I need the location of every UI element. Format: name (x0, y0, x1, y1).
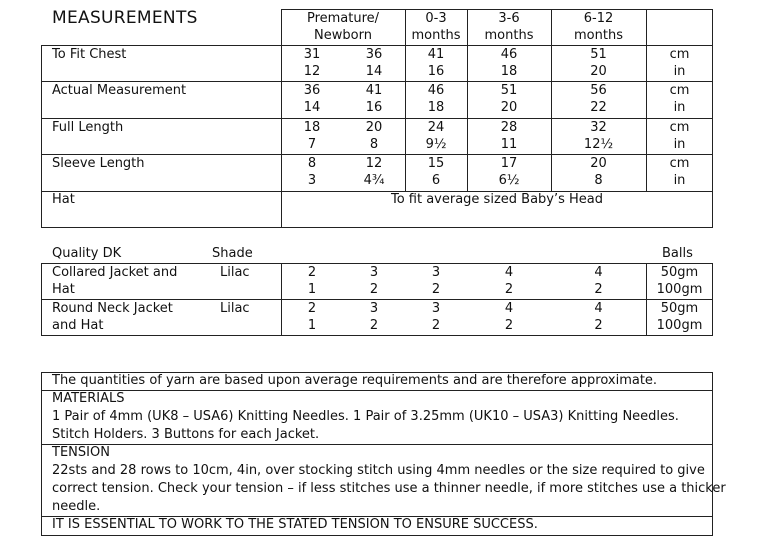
ball-weight: 100gm (656, 282, 703, 297)
yarn-ball-count: 2 (504, 318, 514, 333)
yarn-ball-count: 2 (594, 318, 603, 333)
unit-cm: cm (669, 47, 690, 62)
measurement-cm-value: 20 (365, 120, 383, 135)
unit-cm: cm (669, 156, 690, 171)
measurement-label: Full Length (52, 120, 124, 135)
measurement-in-value: 3 (307, 173, 317, 188)
measurement-cm-value: 20 (590, 156, 607, 171)
hat-label: Hat (52, 192, 75, 207)
measurement-in-value: 6½ (498, 173, 520, 188)
yarn-ball-count: 2 (594, 282, 603, 297)
yarn-ball-count: 2 (307, 265, 317, 280)
yarn-ball-count: 2 (307, 301, 317, 316)
balls-label: Balls (662, 246, 693, 261)
size-header-3-line1: 3-6 (498, 11, 520, 26)
measurement-label: Sleeve Length (52, 156, 145, 171)
yarn-item-label: Collared Jacket and (52, 265, 178, 280)
materials-line-2: Stitch Holders. 3 Buttons for each Jacket. (52, 427, 320, 442)
measurement-in-value: 18 (427, 100, 445, 115)
measurement-in-value: 16 (365, 100, 383, 115)
yarn-ball-count: 3 (369, 301, 379, 316)
size-header-2-line1: 0-3 (425, 11, 447, 26)
size-header-3-line2: months (484, 28, 534, 43)
ball-weight: 100gm (656, 318, 703, 333)
measurement-in-value: 11 (500, 137, 518, 152)
measurement-cm-value: 31 (303, 47, 321, 62)
yarn-ball-count: 4 (594, 265, 603, 280)
size-header-1-line2: Newborn (314, 28, 372, 43)
ball-weight: 50gm (660, 301, 699, 316)
notes-border (41, 372, 713, 536)
measurement-in-value: 22 (590, 100, 607, 115)
yarn-item-label: Hat (52, 282, 75, 297)
measurement-in-value: 20 (500, 100, 518, 115)
measurement-cm-value: 8 (307, 156, 317, 171)
measurements-title: MEASUREMENTS (52, 8, 198, 28)
measurement-label: To Fit Chest (52, 47, 127, 62)
yarn-ball-count: 4 (504, 301, 514, 316)
notes-rule-1 (41, 390, 713, 391)
hat-size-note: To fit average sized Baby’s Head (390, 192, 604, 207)
measurement-cm-value: 51 (590, 47, 607, 62)
measurement-in-value: 6 (431, 173, 441, 188)
measurement-in-value: 12½ (583, 137, 614, 152)
yarn-shade: Lilac (220, 301, 250, 316)
unit-in: in (673, 173, 686, 188)
notes-rule-2 (41, 444, 713, 445)
unit-cm: cm (669, 120, 690, 135)
yarn-item-label: Round Neck Jacket (52, 301, 173, 316)
header-right-rule (712, 9, 713, 45)
quality-label: Quality DK (52, 246, 122, 261)
measurement-cm-value: 41 (365, 83, 383, 98)
measurement-cm-value: 18 (303, 120, 321, 135)
measurement-in-value: 18 (500, 64, 518, 79)
measurement-cm-value: 32 (590, 120, 607, 135)
size-header-1-line1: Premature/ (306, 11, 380, 26)
yarn-ball-count: 2 (431, 318, 441, 333)
measurement-cm-value: 12 (365, 156, 383, 171)
yarn-ball-count: 1 (307, 318, 317, 333)
yarn-ball-count: 1 (307, 282, 317, 297)
yarn-ball-count: 2 (504, 282, 514, 297)
tension-line-1: 22sts and 28 rows to 10cm, 4in, over stocking stitch using 4mm needles or the size required to give (52, 463, 705, 478)
measurement-in-value: 9½ (425, 137, 447, 152)
quantities-note: The quantities of yarn are based upon average requirements and are therefore approximate. (52, 373, 658, 388)
essential-note: IT IS ESSENTIAL TO WORK TO THE STATED TENSION TO ENSURE SUCCESS. (52, 517, 538, 532)
materials-heading: MATERIALS (52, 391, 125, 406)
shade-label: Shade (212, 246, 253, 261)
tension-line-2: correct tension. Check your tension – if less stitches use a thinner needle, if more stitches use a thicker (52, 481, 726, 496)
unit-in: in (673, 100, 686, 115)
measurement-cm-value: 15 (427, 156, 445, 171)
measurement-cm-value: 36 (303, 83, 321, 98)
measurement-cm-value: 56 (590, 83, 607, 98)
yarn-ball-count: 3 (369, 265, 379, 280)
yarn-ball-count: 2 (369, 318, 379, 333)
ball-weight: 50gm (660, 265, 699, 280)
size-header-4-line1: 6-12 (583, 11, 614, 26)
measurement-in-value: 14 (365, 64, 383, 79)
measurement-cm-value: 46 (500, 47, 518, 62)
measurement-cm-value: 17 (500, 156, 518, 171)
measurement-cm-value: 28 (500, 120, 518, 135)
measurement-cm-value: 24 (427, 120, 445, 135)
yarn-ball-count: 3 (431, 301, 441, 316)
size-header-4-line2: months (574, 28, 623, 43)
yarn-ball-count: 4 (504, 265, 514, 280)
tension-line-3: needle. (52, 499, 101, 514)
measurement-in-value: 8 (369, 137, 379, 152)
materials-line-1: 1 Pair of 4mm (UK8 – USA6) Knitting Needles. 1 Pair of 3.25mm (UK10 – USA3) Knitting Needles. (52, 409, 679, 424)
measurement-in-value: 8 (594, 173, 603, 188)
yarn-ball-count: 2 (431, 282, 441, 297)
measurement-in-value: 16 (427, 64, 445, 79)
unit-in: in (673, 64, 686, 79)
yarn-ball-count: 2 (369, 282, 379, 297)
measurement-cm-value: 36 (365, 47, 383, 62)
unit-cm: cm (669, 83, 690, 98)
measurement-in-value: 14 (303, 100, 321, 115)
size-header-2-line2: months (411, 28, 461, 43)
tension-heading: TENSION (52, 445, 110, 460)
measurement-cm-value: 51 (500, 83, 518, 98)
unit-in: in (673, 137, 686, 152)
measurement-label: Actual Measurement (52, 83, 187, 98)
yarn-ball-count: 4 (594, 301, 603, 316)
yarn-shade: Lilac (220, 265, 250, 280)
measurement-in-value: 12 (303, 64, 321, 79)
measurement-in-value: 20 (590, 64, 607, 79)
yarn-ball-count: 3 (431, 265, 441, 280)
yarn-item-label: and Hat (52, 318, 104, 333)
measurement-in-value: 7 (307, 137, 317, 152)
measurement-cm-value: 46 (427, 83, 445, 98)
measurement-cm-value: 41 (427, 47, 445, 62)
measurement-in-value: 4¾ (363, 173, 385, 188)
